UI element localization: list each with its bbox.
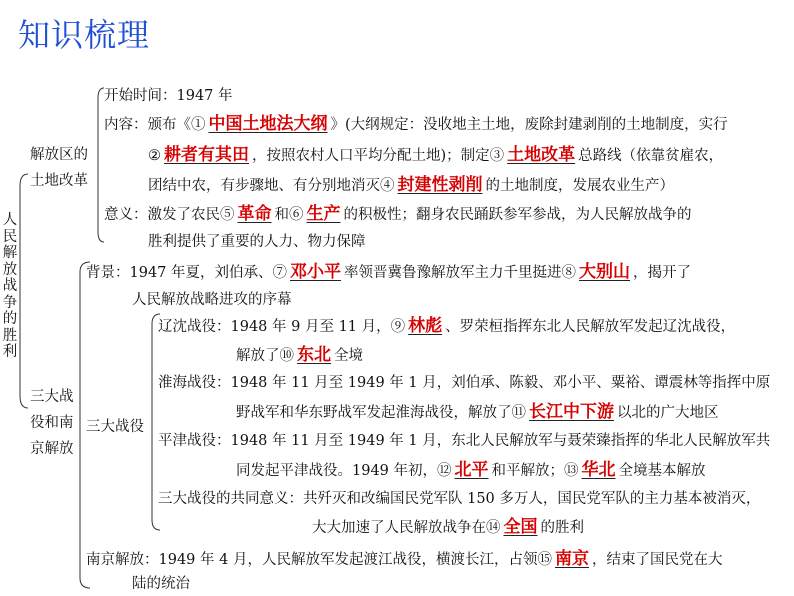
answer-6: 生产 [306,204,341,224]
answer-3: 土地改革 [507,145,576,165]
campaigns-label-line2: 役和南 [30,415,74,431]
land-reform-significance-line1: 意义：激发了农民⑤ 革命 和⑥ 生产 的积极性；翻身农民踊跃参军参战，为人民解放战争的 [104,204,692,224]
campaigns-label-line3: 京解放 [30,441,74,457]
land-reform-content-line1: 内容：颁布《① 中国土地法大纲 》(大纲规定：没收地主土地，废除封建剥削的土地制度，实行 [104,114,728,134]
answer-4: 封建性剥削 [397,175,483,195]
nanjing-line2: 陆的统治 [132,576,190,592]
answer-11: 长江中下游 [529,402,614,422]
common-significance-line2: 大大加速了人民解放战争在⑭ 全国 的胜利 [312,517,584,537]
answer-13: 华北 [581,460,616,480]
land-reform-significance-line2: 胜利提供了重要的人力、物力保障 [148,234,366,250]
answer-8: 大别山 [579,262,631,282]
land-reform-label-line1: 解放区的 [30,147,88,163]
background-line2: 人民解放战略进攻的序幕 [132,292,292,308]
land-reform-start: 开始时间：1947 年 [104,88,233,104]
three-campaigns-label: 三大战役 [86,419,144,435]
vertical-section-label: 人民解放战争的胜利 [2,212,18,360]
campaigns-label [30,384,74,462]
answer-9: 林彪 [408,316,443,336]
background-line1: 背景：1947 年夏，刘伯承、⑦ 邓小平 率领晋冀鲁豫解放军主力千里挺进⑧ 大别山 ，揭开了 [86,262,692,282]
land-reform-label-line2: 土地改革 [30,173,88,189]
answer-10: 东北 [297,345,331,365]
answer-15: 南京 [554,549,589,569]
land-reform-content-line2: ② 耕者有其田 ，按照农村人口平均分配土地)；制定③ 土地改革 总路线（依靠贫雇农， [148,145,724,165]
answer-5: 革命 [237,204,272,224]
answer-7: 邓小平 [290,262,342,282]
liaoshen-line2: 解放了⑩ 东北 全境 [236,345,363,365]
answer-14: 全国 [503,517,538,537]
land-reform-label [30,142,88,194]
liaoshen-line1: 辽沈战役：1948 年 9 月至 11 月，⑨ 林彪 、罗荣桓指挥东北人民解放军发起辽沈战役， [158,316,736,336]
page-title: 知识梳理 [18,16,151,54]
huaihai-line1: 淮海战役：1948 年 11 月至 1949 年 1 月，刘伯承、陈毅、邓小平、粟裕、谭震林等指挥中原 [158,375,771,391]
answer-1: 中国土地法大纲 [208,114,328,134]
campaigns-label-line1: 三大战 [30,389,74,405]
pingjin-line2: 同发起平津战役。1949 年初，⑫ 北平 和平解放；⑬ 华北 全境基本解放 [236,460,706,480]
common-significance-line1: 三大战役的共同意义：共歼灭和改编国民党军队 150 多万人，国民党军队的主力基本被消灭， [158,491,761,507]
huaihai-line2: 野战军和华东野战军发起淮海战役，解放了⑪ 长江中下游 以北的广大地区 [236,402,719,422]
nanjing-line1: 南京解放：1949 年 4 月，人民解放军发起渡江战役，横渡长江，占领⑮ 南京 ，结束了国民党在大 [86,549,723,569]
land-reform-content-line3: 团结中农，有步骤地、有分别地消灭④ 封建性剥削 的土地制度，发展农业生产） [148,175,674,195]
answer-12: 北平 [454,460,489,480]
pingjin-line1: 平津战役：1948 年 11 月至 1949 年 1 月，东北人民解放军与聂荣臻指挥的华北人民解放军共 [158,433,771,449]
answer-2: 耕者有其田 [164,145,249,165]
